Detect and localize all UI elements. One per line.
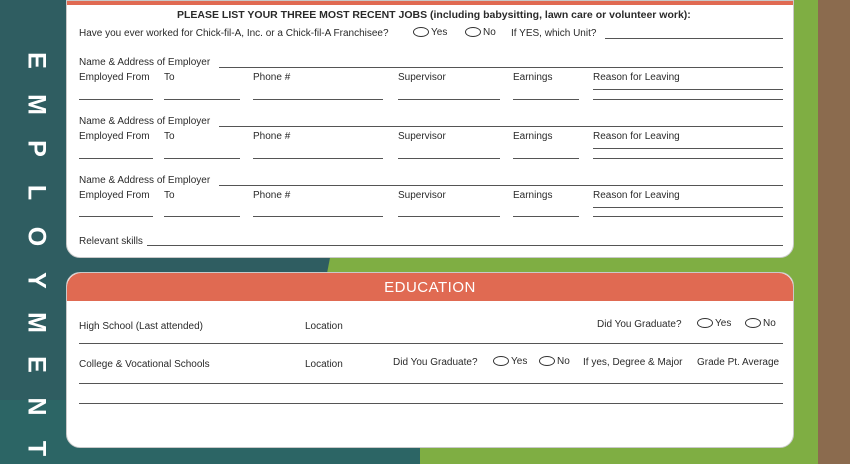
college-input-line-2[interactable] (79, 403, 783, 404)
employed-from-label: Employed From (79, 72, 150, 83)
background-brown-strip (818, 0, 850, 464)
supervisor-label: Supervisor (398, 72, 446, 83)
side-letter: E (22, 356, 51, 373)
reason-input[interactable] (593, 207, 783, 208)
college-input-line-1[interactable] (79, 383, 783, 384)
high-school-location-label: Location (305, 321, 343, 332)
yes-label: Yes (511, 356, 528, 367)
no-label: No (483, 27, 496, 38)
side-letter: L (22, 184, 51, 201)
no-label: No (557, 356, 570, 367)
supervisor-label: Supervisor (398, 190, 446, 201)
reason-input[interactable] (593, 148, 783, 149)
relevant-skills-label: Relevant skills (79, 236, 143, 247)
employer-name-input[interactable] (219, 126, 783, 127)
employed-from-input[interactable] (79, 216, 153, 217)
no-radio[interactable] (745, 318, 761, 328)
supervisor-label: Supervisor (398, 131, 446, 142)
phone-input[interactable] (253, 216, 383, 217)
supervisor-input[interactable] (398, 216, 500, 217)
employer-name-label: Name & Address of Employer (79, 175, 211, 186)
college-graduate-no-option[interactable] (539, 356, 570, 367)
earnings-input[interactable] (513, 99, 579, 100)
hs-graduate-no-option[interactable] (745, 318, 776, 329)
phone-input[interactable] (253, 99, 383, 100)
earnings-input[interactable] (513, 216, 579, 217)
phone-label: Phone # (253, 72, 291, 83)
supervisor-input[interactable] (398, 158, 500, 159)
side-letter: T (22, 440, 51, 457)
college-label: College & Vocational Schools (79, 359, 210, 370)
side-letter: Y (22, 272, 51, 289)
to-label: To (164, 72, 175, 83)
side-letter: O (22, 226, 51, 247)
employer-name-label: Name & Address of Employer (79, 57, 211, 68)
education-title: EDUCATION (384, 279, 476, 296)
college-graduate-yes-option[interactable] (493, 356, 527, 367)
no-radio[interactable] (539, 356, 555, 366)
side-letter: E (22, 52, 51, 69)
to-label: To (164, 131, 175, 142)
earnings-label: Earnings (513, 72, 553, 83)
to-input[interactable] (164, 158, 240, 159)
yes-label: Yes (715, 318, 732, 329)
employer-name-input[interactable] (219, 67, 783, 68)
supervisor-input[interactable] (398, 99, 500, 100)
worked-before-no-option[interactable] (465, 27, 496, 38)
earnings-label: Earnings (513, 131, 553, 142)
no-label: No (763, 318, 776, 329)
employed-from-label: Employed From (79, 131, 150, 142)
employer-name-input[interactable] (219, 185, 783, 186)
reason-label: Reason for Leaving (593, 190, 680, 201)
gpa-label: Grade Pt. Average (697, 357, 780, 368)
degree-major-label: If yes, Degree & Major (583, 357, 683, 368)
side-letter: P (22, 140, 51, 157)
section-top-band (67, 1, 793, 5)
yes-radio[interactable] (697, 318, 713, 328)
worked-before-yes-option[interactable] (413, 27, 447, 38)
employer-name-label: Name & Address of Employer (79, 116, 211, 127)
which-unit-input[interactable] (605, 38, 783, 39)
education-section (66, 272, 794, 448)
side-letter: M (22, 312, 51, 333)
reason-label: Reason for Leaving (593, 131, 680, 142)
phone-label: Phone # (253, 190, 291, 201)
employed-from-input[interactable] (79, 99, 153, 100)
college-did-graduate-label: Did You Graduate? (393, 357, 478, 368)
employed-from-label: Employed From (79, 190, 150, 201)
to-input[interactable] (164, 216, 240, 217)
earnings-input[interactable] (513, 158, 579, 159)
college-location-label: Location (305, 359, 343, 370)
to-label: To (164, 190, 175, 201)
earnings-label: Earnings (513, 190, 553, 201)
phone-input[interactable] (253, 158, 383, 159)
relevant-skills-input[interactable] (147, 245, 783, 246)
hs-did-graduate-label: Did You Graduate? (597, 319, 682, 330)
hs-graduate-yes-option[interactable] (697, 318, 731, 329)
employed-from-input[interactable] (79, 158, 153, 159)
reason-input[interactable] (593, 216, 783, 217)
jobs-header: PLEASE LIST YOUR THREE MOST RECENT JOBS (including babysitting, lawn care or volunteer work): (177, 9, 691, 21)
jobs-section (66, 0, 794, 258)
reason-input[interactable] (593, 89, 783, 90)
reason-input[interactable] (593, 158, 783, 159)
no-radio[interactable] (465, 27, 481, 37)
reason-label: Reason for Leaving (593, 72, 680, 83)
high-school-label: High School (Last attended) (79, 321, 203, 332)
yes-label: Yes (431, 27, 448, 38)
side-letter: N (22, 397, 51, 416)
high-school-input[interactable] (79, 343, 783, 344)
phone-label: Phone # (253, 131, 291, 142)
which-unit-label: If YES, which Unit? (511, 28, 597, 39)
to-input[interactable] (164, 99, 240, 100)
side-letter: M (22, 94, 51, 115)
reason-input[interactable] (593, 99, 783, 100)
worked-before-question: Have you ever worked for Chick-fil-A, Inc. or a Chick-fil-A Franchisee? (79, 28, 389, 39)
yes-radio[interactable] (413, 27, 429, 37)
yes-radio[interactable] (493, 356, 509, 366)
employment-side-title (0, 0, 70, 464)
